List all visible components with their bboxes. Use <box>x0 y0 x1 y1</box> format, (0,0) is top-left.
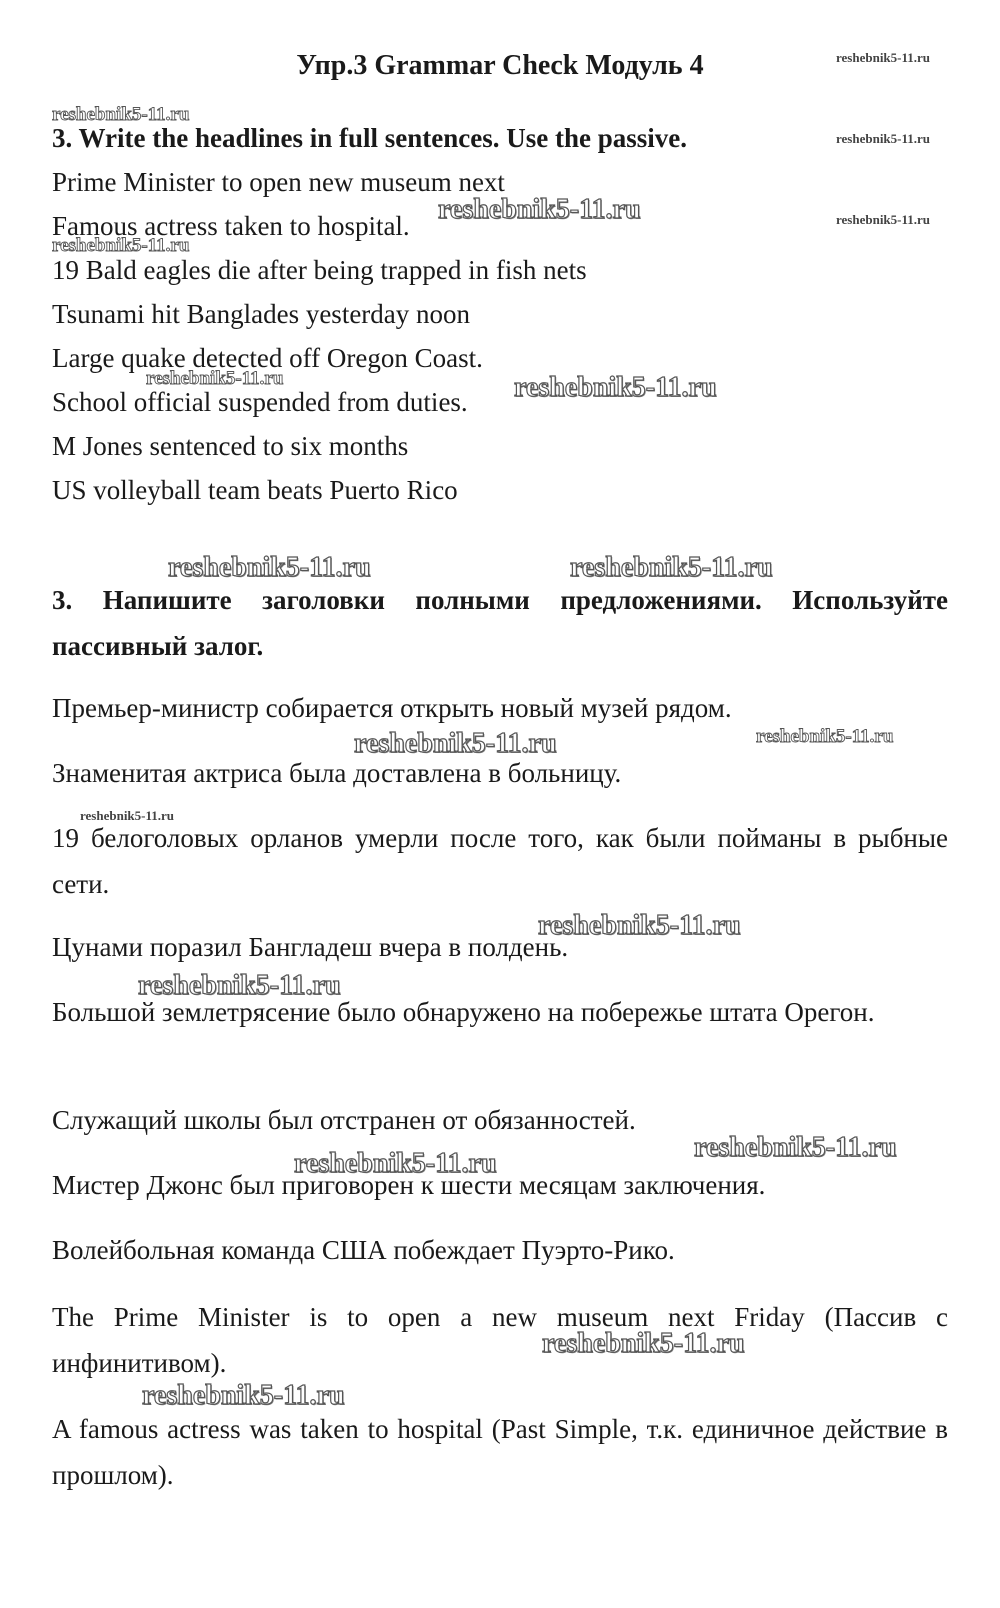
watermark: reshebnik5-11.ru <box>146 368 284 389</box>
watermark: reshebnik5-11.ru <box>294 1148 497 1179</box>
translation-4: Цунами поразил Бангладеш вчера в полдень. <box>52 932 569 962</box>
translation-5: Большой землетрясение было обнаружено на побережье штата Орегон. <box>52 997 875 1027</box>
watermark: reshebnik5-11.ru <box>836 212 931 227</box>
watermark: reshebnik5-11.ru <box>438 194 641 225</box>
translation-2: Знаменитая актриса была доставлена в больницу. <box>52 758 622 788</box>
watermark: reshebnik5-11.ru <box>80 808 175 823</box>
translation-1: Премьер-министр собирается открыть новый музей рядом. <box>52 693 732 723</box>
watermark: reshebnik5-11.ru <box>52 104 190 125</box>
watermark: reshebnik5-11.ru <box>138 970 341 1001</box>
headline-5: Large quake detected off Oregon Coast. <box>52 343 483 373</box>
headline-6: School official suspended from duties. <box>52 387 468 417</box>
watermark: reshebnik5-11.ru <box>570 552 773 583</box>
watermark: reshebnik5-11.ru <box>168 552 371 583</box>
watermark: reshebnik5-11.ru <box>756 726 894 747</box>
headline-4: Tsunami hit Banglades yesterday noon <box>52 299 471 329</box>
task-heading-en: 3. Write the headlines in full sentences. Use the passive. <box>52 123 688 153</box>
page-title: Упр.3 Grammar Check Модуль 4 <box>296 50 704 81</box>
translation-7: Мистер Джонс был приговорен к шести месяцам заключения. <box>52 1170 766 1200</box>
watermark: reshebnik5-11.ru <box>52 235 190 256</box>
headline-2: Famous actress taken to hospital. <box>52 211 410 241</box>
watermark: reshebnik5-11.ru <box>354 728 557 759</box>
translation-6: Служащий школы был отстранен от обязанностей. <box>52 1105 636 1135</box>
watermark: reshebnik5-11.ru <box>694 1132 897 1163</box>
task-heading-ru: 3. Напишите заголовки полными предложениями. Используйте пассивный залог. <box>52 585 948 661</box>
headline-8: US volleyball team beats Puerto Rico <box>52 475 458 505</box>
headline-1: Prime Minister to open new museum next <box>52 167 505 197</box>
answer-1: The Prime Minister is to open a new museum next Friday (Пассив с инфинитивом). <box>52 1302 948 1378</box>
headline-3: 19 Bald eagles die after being trapped in fish nets <box>52 255 587 285</box>
watermark: reshebnik5-11.ru <box>836 50 931 65</box>
watermark: reshebnik5-11.ru <box>142 1380 345 1411</box>
answer-2: A famous actress was taken to hospital (Past Simple, т.к. единичное действие в прошлом). <box>52 1414 948 1490</box>
translation-8: Волейбольная команда США побеждает Пуэрто-Рико. <box>52 1235 675 1265</box>
watermark: reshebnik5-11.ru <box>538 910 741 941</box>
headline-7: M Jones sentenced to six months <box>52 431 409 461</box>
watermark: reshebnik5-11.ru <box>514 372 717 403</box>
watermark: reshebnik5-11.ru <box>836 131 931 146</box>
translation-3: 19 белоголовых орланов умерли после того, как были пойманы в рыбные сети. <box>52 823 948 899</box>
watermark: reshebnik5-11.ru <box>542 1328 745 1359</box>
